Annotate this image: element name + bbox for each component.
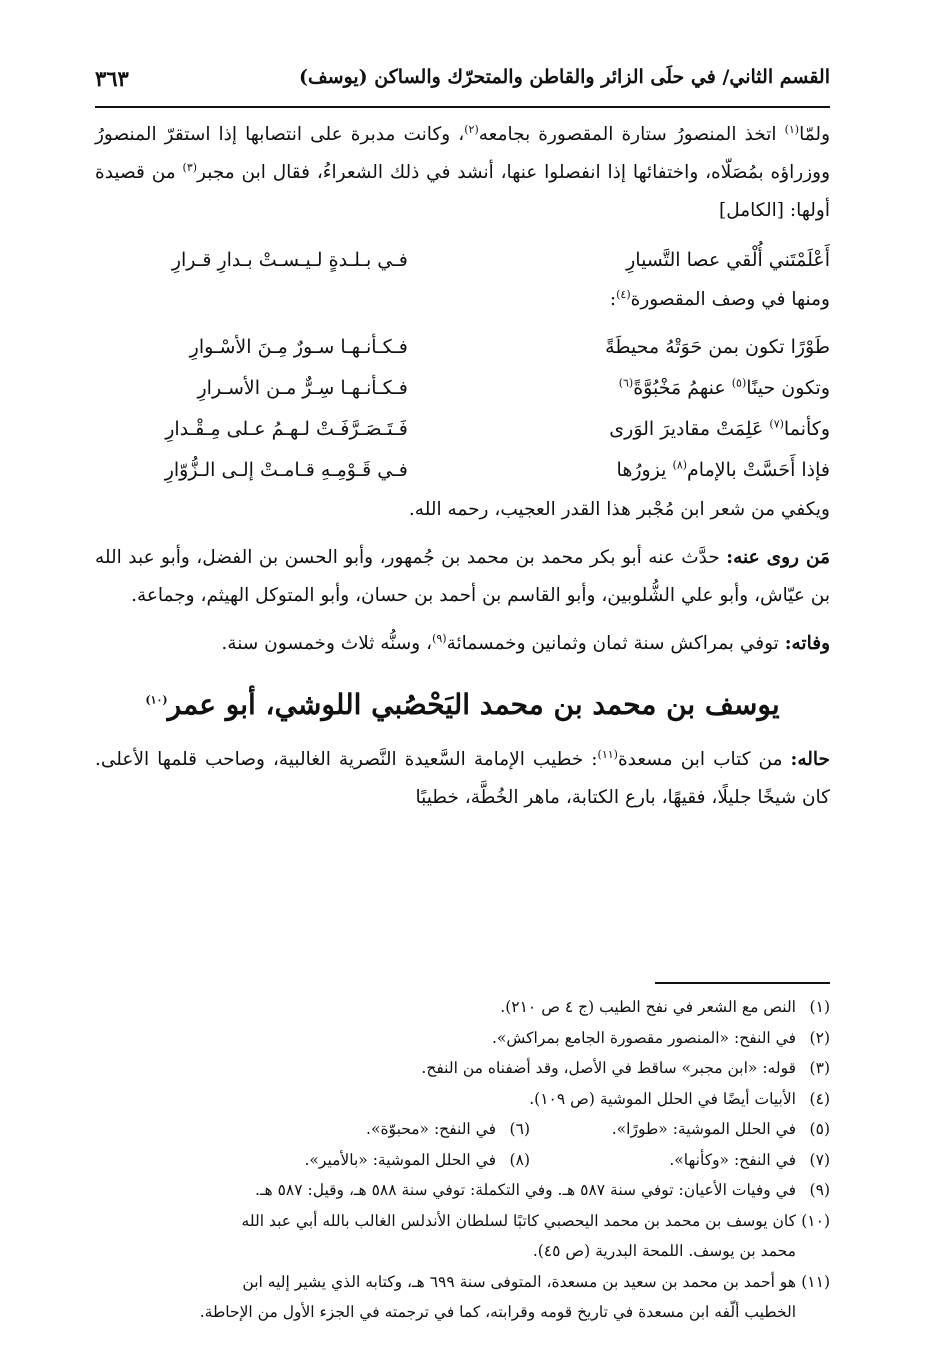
text-span: ، وكانت مدبرة على انتصابها إذا استقرّ المنصورُ ووزراؤه بمُصَلّاه، واختفائها إذا انفصلوا عنها، أنشد في ذلك الشعراءُ، فقال ابن مجبر [95, 124, 830, 183]
footnote-ref[interactable]: (١١) [597, 747, 618, 761]
footnote [95, 992, 830, 1023]
footnote-text: في وفيات الأعيان: توفي سنة ٥٨٧ هـ. وفي التكملة: توفي سنة ٥٨٨ هـ، وقيل: ٥٨٧ هـ. [255, 1181, 796, 1199]
footnote-number: (٣) [809, 1059, 830, 1077]
poem-verse [95, 409, 830, 450]
footnote-text: في النفح: «محبوّة». [366, 1120, 496, 1138]
paragraph-narrators [95, 539, 830, 615]
footnote-continuation: محمد بن يوسف. اللمحة البدرية (ص ٤٥). [532, 1242, 796, 1260]
footnote-number: (٩) [809, 1181, 830, 1199]
entry-heading [95, 681, 830, 729]
footnote-ref[interactable]: (٩) [432, 631, 447, 645]
text-span: : [609, 289, 617, 310]
text-span: عنهمُ مَخْبُوَّةً [633, 377, 732, 399]
verse-second-hemistich: فَـتَـصَـرَّفَـتْ لـهـمُ عـلى مِـقْـدارِ [165, 418, 408, 440]
footnote-number: (٧) [809, 1150, 830, 1169]
text-span: اتخذ المنصورُ ستارة المقصورة بجامعه [478, 124, 785, 145]
footnote-ref[interactable]: (١٠) [145, 693, 168, 707]
paragraph-death [95, 625, 830, 663]
footnote [530, 1114, 830, 1145]
running-header [95, 62, 830, 108]
footnote-text: هو أحمد بن محمد بن سعيد بن مسعدة، المتوفى سنة ٦٩٩ هـ، وكتابه الذي يشير إليه ابن [242, 1272, 796, 1291]
footnote [95, 1053, 830, 1084]
footnote-text: في الحلل الموشية: «طورًا». [611, 1120, 796, 1138]
text-span: ، وسنُّه ثلاث وخمسون سنة. [221, 633, 433, 654]
verse-first-hemistich [477, 368, 830, 409]
footnotes [95, 982, 830, 1328]
footnote-pair [95, 1114, 830, 1145]
page-number: ٣٦٣ [95, 66, 129, 91]
footnote-number: (٦) [509, 1120, 530, 1138]
heading-text: يوسف بن محمد بن محمد اليَحْصُبي اللوشي، أبو عمر [167, 688, 780, 721]
footnote-number: (١١) [801, 1272, 830, 1291]
footnote [530, 1145, 830, 1176]
text-span: من كتاب ابن مسعدة [617, 749, 791, 770]
paragraph-intro [95, 116, 830, 230]
verse-first-hemistich [477, 327, 830, 368]
header-title: القسم الثاني/ في حلَى الزائر والقاطن والمتحرّك والساكن (يوسف) [299, 66, 830, 88]
verses-intro [95, 281, 830, 319]
text-span: يزورُها [616, 459, 673, 481]
section-label: وفاته: [784, 633, 830, 654]
text-span: توفي بمراكش سنة ثمان وثمانين وخمسمائة [446, 633, 785, 654]
footnote-ref[interactable]: (٦) [618, 376, 634, 390]
footnote-number: (٤) [809, 1089, 830, 1108]
footnote-text: في الحلل الموشية: «بالأمير». [304, 1150, 496, 1169]
footnote-text: كان يوسف بن محمد بن محمد اليحصبي كاتبًا لسلطان الأندلس الغالب بالله أبي عبد الله [241, 1211, 796, 1230]
footnote-text: النص مع الشعر في نفح الطيب (ج ٤ ص ٢١٠). [500, 998, 796, 1016]
footnote-ref[interactable]: (٢) [464, 122, 479, 136]
text-span: : خطيب الإمامة السَّعيدة النَّصرية الغالبية، وصاحب قلمها الأعلى. كان شيخًا جليلًا، فقيهًا، بارع الكتابة، ماهر الخُطَّة، خطيبًا [95, 749, 830, 808]
footnote-ref[interactable]: (٧) [769, 417, 784, 431]
footnote-number: (٢) [809, 1028, 830, 1047]
text-span: وتكون حينًا [746, 377, 830, 399]
text-span: حدَّث عنه أبو بكر محمد بن محمد بن جُمهور، وأبو الحسن بن الفضل، وأبو عبد الله بن عيّاش، وأبو علي الشُّلوبين، وأبو القاسم بن أحمد بن حسان، وأبو المتوكل الهيثم، وجماعة. [95, 547, 830, 606]
footnote-number: (١) [809, 998, 830, 1016]
footnote-text: قوله: «ابن مجبر» ساقط في الأصل، وقد أضفناه من النفح. [421, 1059, 796, 1077]
footnote [95, 1023, 830, 1054]
footnote-divider [655, 982, 830, 984]
footnote-ref[interactable]: (٥) [731, 376, 747, 390]
text-span: من قصيدة أولها: [الكامل] [95, 162, 830, 221]
paragraph-state [95, 741, 830, 817]
footnote [95, 1267, 830, 1298]
verse-second-hemistich: فـكـأنـهـا سِـرٌّ مـن الأسـرارِ [197, 377, 408, 399]
footnote [230, 1114, 530, 1145]
poem-verse [95, 327, 830, 368]
footnote [95, 1206, 830, 1237]
footnote-text: الأبيات أيضًا في الحلل الموشية (ص ١٠٩). [529, 1089, 796, 1108]
text-span: ولمّا [799, 124, 830, 145]
verse-second-hemistich: فـي بـلـدةٍ لـيـسـتْ بـدارِ قـرارِ [171, 249, 408, 271]
footnote-pair [95, 1145, 830, 1176]
poem-verse [95, 368, 830, 409]
section-label: مَن روى عنه: [726, 547, 830, 568]
footnote [230, 1145, 530, 1176]
poem-verse [95, 240, 830, 281]
closing-remark: ويكفي من شعر ابن مُجْبر هذا القدر العجيب، رحمه الله. [408, 499, 830, 520]
verse-second-hemistich: فـكـأنـهـا سـورٌ مِـنَ الأسْـوارِ [189, 336, 408, 358]
text-span: ومنها في وصف المقصورة [630, 289, 830, 310]
footnote-ref[interactable]: (٤) [616, 287, 631, 301]
footnote-text: في النفح: «وكأنها». [669, 1150, 796, 1169]
footnote-ref[interactable]: (١) [784, 122, 800, 136]
text-span: طَوْرًا تكون بمن حَوَتْهُ محيطَةً [605, 336, 830, 358]
footnote-ref[interactable]: (٨) [672, 458, 688, 472]
verse-first-hemistich [477, 450, 830, 491]
text-span: عَلِمَتْ مقاديرَ الوَرى [609, 418, 770, 440]
footnote [95, 1084, 830, 1115]
poem-verse [95, 450, 830, 491]
text-span: وكأنما [783, 418, 830, 440]
footnote-number: (٨) [509, 1150, 530, 1169]
verse-first-hemistich: أَعْلَمْتَني أُلْقي عصا التَّسيارِ [626, 249, 830, 271]
footnote-number: (١٠) [801, 1211, 830, 1230]
footnote [95, 1175, 830, 1206]
footnote-continuation: الخطيب ألّفه ابن مسعدة في تاريخ قومه وقرابته، كما في ترجمته في الجزء الأول من الإحاطة. [199, 1303, 796, 1321]
footnote-text: في النفح: «المنصور مقصورة الجامع بمراكش». [491, 1028, 796, 1047]
verse-second-hemistich: فـي قَـوْمِـهِ قـامـتْ إلـى الـزُّوّارِ [164, 459, 408, 481]
section-label: حاله: [790, 749, 830, 770]
text-span: فإذا أَحَسَّتْ بالإمام [687, 459, 830, 481]
footnote-number: (٥) [809, 1120, 830, 1138]
main-text [95, 116, 830, 827]
footnote-ref[interactable]: (٣) [182, 160, 198, 174]
verse-first-hemistich [477, 409, 830, 450]
